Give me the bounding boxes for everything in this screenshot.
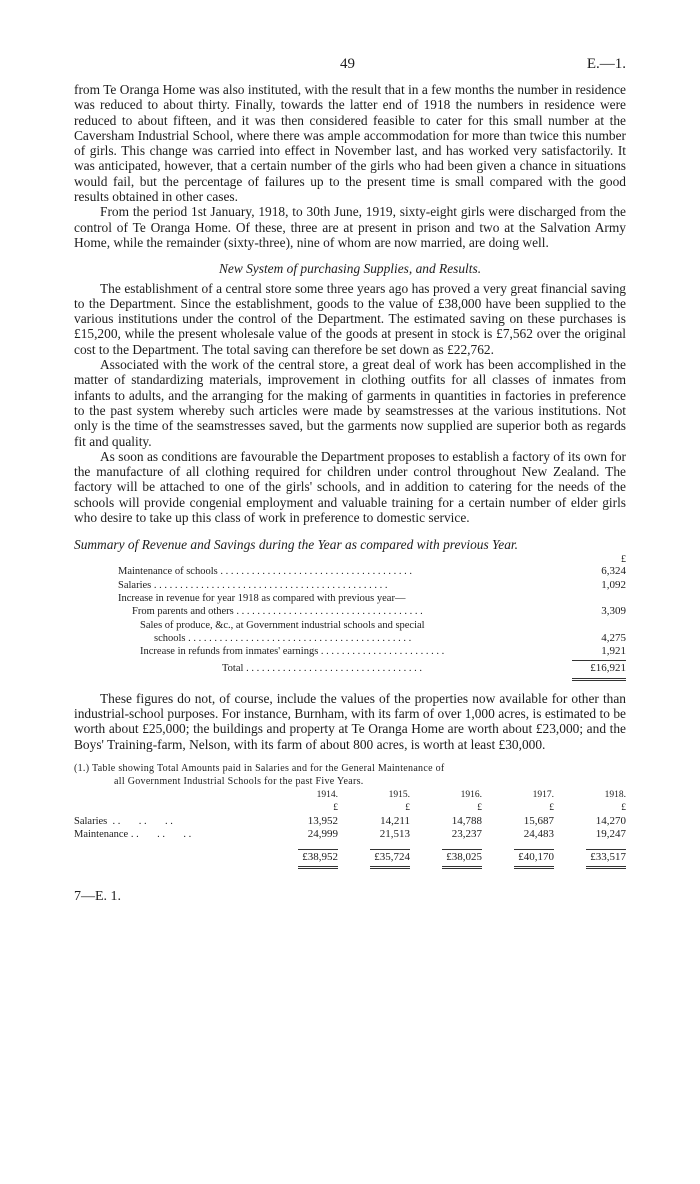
paragraph: Associated with the work of the central store, a great deal of work has been accomplished in the matter of standardizing materials, improvement in clothing outfits for all classes of inmates from infants to adults, and the arranging for the making of garments in quantities in factories in preference to the past system whereby such articles were made by seamstresses at the various institutions. Not only is the time of the seamstresses saved, but the garments now supplied are superior both as regards fit and quality. bbox=[74, 357, 626, 449]
summary-row bbox=[118, 579, 626, 592]
paragraph: These figures do not, of course, include the values of the properties now available for other than industrial-school purposes. For instance, Burnham, with its farm of over 1,000 acres, is estimated to be worth about £25,000; the buildings and property at Te Oranga Home are worth about £23,000; and the Boys' Training-farm, Nelson, with its farm of about 800 acres, is worth at least £30,000. bbox=[74, 690, 626, 752]
row-value: 6,324 bbox=[601, 565, 626, 578]
year-header: 1916. bbox=[460, 789, 482, 800]
divider bbox=[572, 678, 626, 681]
summary-table bbox=[118, 553, 626, 680]
paragraph: from Te Oranga Home was also instituted, with the result that in a few months the number in residence was reduced to about thirty. Finally, towards the latter end of 1918 the numbers in residence were reduced to about fifteen, and it was then considered feasible to cater for this small number at the Caversham Industrial School, where there was ample accommodation for more than twice this number of girls. This change was carried into effect in November last, and has worked very satisfactorily. It was anticipated, however, that a certain number of the girls who had been given a chance in situations would fail, but the percentage of failures up to the present time is small compared with the good results obtained in other cases. bbox=[74, 82, 626, 205]
row-label: Increase in refunds from inmates' earnings . . . . . . . . . . . . . . . . . . . . . . . . bbox=[140, 646, 445, 658]
row-label: schools . . . . . . . . . . . . . . . . . . . . . . . . . . . . . . . . . . . . . . . . . . . bbox=[154, 632, 412, 644]
currency-unit: £ bbox=[621, 554, 626, 566]
year-header-row bbox=[74, 789, 626, 802]
table-title: (1.) Table showing Total Amounts paid in Salaries and for the General Maintenance of all Government Industrial Schools for the past Five Years. bbox=[74, 762, 445, 787]
row-label: Maintenance . . . . . . bbox=[74, 828, 192, 840]
paragraph: As soon as conditions are favourable the Department proposes to establish a factory of its own for the manufacture of all clothing required for children under control throughout New Zealand. The factory will be attached to one of the girls' schools, and in addition to catering for the needs of the schools will provide congenial employment and valuable training for a certain number of elder girls who desire to take up this class of work in preference to domestic service. bbox=[74, 448, 626, 526]
total-value: £38,952 bbox=[298, 849, 338, 869]
row-label: Salaries . . . . . . . . . . . . . . . . . . . . . . . . . . . . . . . . . . . . . . . . . . . . . bbox=[118, 579, 388, 591]
currency-row: £ £ £ £ £ bbox=[333, 802, 626, 813]
totals-row bbox=[74, 841, 626, 869]
year-header: 1917. bbox=[532, 789, 554, 800]
total-value: £33,517 bbox=[586, 849, 626, 869]
year-header: 1918. bbox=[604, 789, 626, 800]
total-value: £35,724 bbox=[370, 849, 410, 869]
table-row: Salaries . . . . . . 13,952 14,211 14,788 15,687 14,270 bbox=[74, 814, 626, 827]
row-label: From parents and others . . . . . . . . . . . . . . . . . . . . . . . . . . . . . . . . . . . . bbox=[132, 606, 423, 618]
year-header: 1915. bbox=[388, 789, 410, 800]
row-label: Salaries . . . . . . bbox=[74, 815, 173, 827]
page-header bbox=[74, 56, 626, 82]
year-header: 1914. bbox=[316, 789, 338, 800]
table-row: Maintenance . . . . . . 24,999 21,513 23,237 24,483 19,247 bbox=[74, 827, 626, 840]
page-number: 49 bbox=[340, 56, 355, 72]
paragraph: The establishment of a central store some three years ago has proved a very great financial saving to the Department. Since the establishment, goods to the value of £38,000 have been supplied to the various institutions under the control of the Department. The estimated saving on these purchases is £15,200, while the present wholesale value of the goods at present in stock is £7,562 over the original cost to the Department. The total saving can therefore be set down as £22,762. bbox=[74, 280, 626, 357]
row-value: 3,309 bbox=[601, 605, 626, 618]
total-value: £40,170 bbox=[514, 849, 554, 869]
document-reference: E.—1. bbox=[586, 56, 626, 72]
summary-row bbox=[118, 619, 626, 632]
summary-row bbox=[118, 565, 626, 578]
row-label: Increase in revenue for year 1918 as compared with previous year— bbox=[118, 592, 406, 604]
summary-total-row bbox=[118, 662, 626, 675]
row-label: Sales of produce, &c., at Government industrial schools and special bbox=[140, 619, 425, 631]
section-heading: New System of purchasing Supplies, and Results. bbox=[218, 261, 482, 277]
row-value: 4,275 bbox=[601, 631, 626, 644]
row-value: 1,921 bbox=[601, 645, 626, 658]
page-footer-signature: 7—E. 1. bbox=[74, 888, 122, 904]
divider bbox=[572, 660, 626, 661]
paragraph: From the period 1st January, 1918, to 30th June, 1919, sixty-eight girls were discharged from the control of Te Oranga Home. Of these, three are at present in prison and two at the Salvation Army Home, while the remainder (sixty-three), nine of whom are now married, are doing well. bbox=[74, 204, 626, 250]
row-value: £16,921 bbox=[590, 662, 626, 675]
summary-title: Summary of Revenue and Savings during the Year as compared with previous Year. bbox=[74, 537, 518, 553]
summary-row bbox=[118, 592, 626, 605]
five-year-table bbox=[74, 789, 626, 869]
row-label: Total . . . . . . . . . . . . . . . . . . . . . . . . . . . . . . . . . . bbox=[222, 663, 422, 675]
row-value: 1,092 bbox=[601, 578, 626, 591]
document-page bbox=[74, 56, 626, 905]
row-label: Maintenance of schools . . . . . . . . . . . . . . . . . . . . . . . . . . . . . . . . . . . . . bbox=[118, 566, 412, 578]
summary-row bbox=[118, 645, 626, 658]
total-value: £38,025 bbox=[442, 849, 482, 869]
summary-row bbox=[118, 605, 626, 618]
summary-row bbox=[118, 632, 626, 645]
